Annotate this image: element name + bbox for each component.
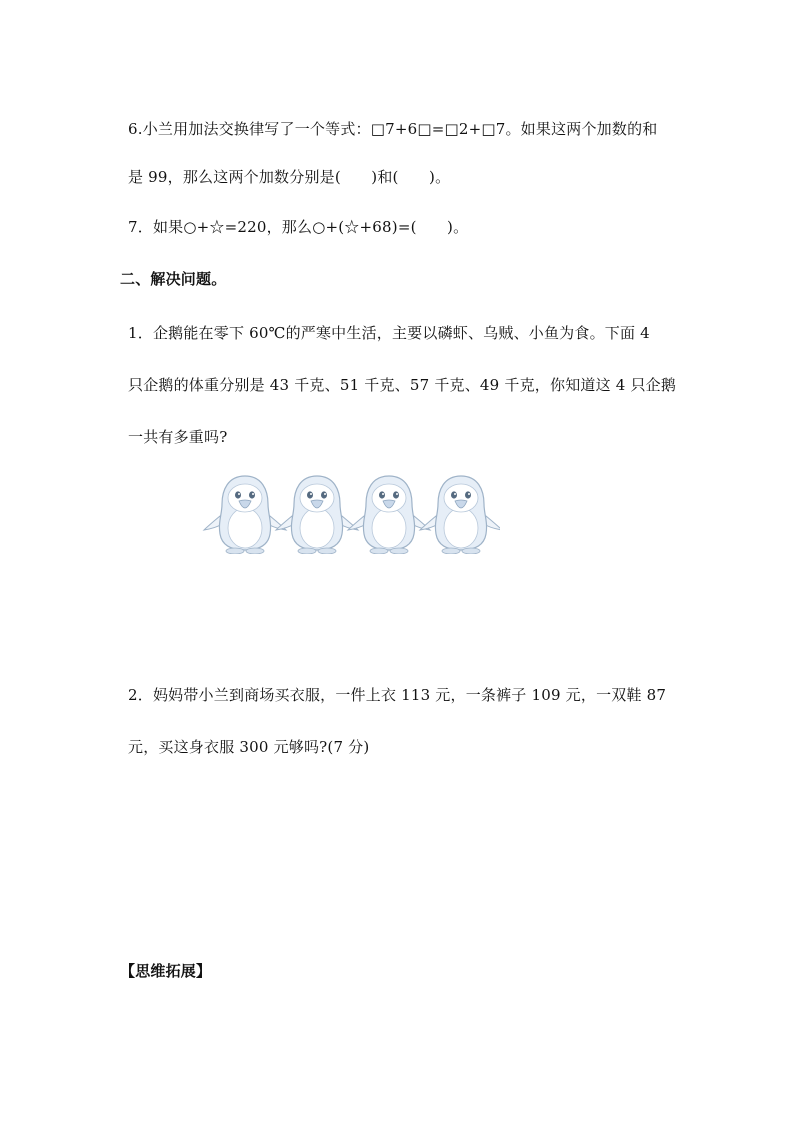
penguin-1 (204, 476, 286, 554)
penguins-illustration (200, 470, 500, 554)
penguin-2 (276, 476, 358, 554)
q6-line-2: 是 99，那么这两个加数分别是( )和( )。 (128, 168, 451, 186)
penguin-3 (348, 476, 430, 554)
problem-1-line-3: 一共有多重吗? (128, 428, 228, 446)
problem-2-line-2: 元，买这身衣服 300 元够吗?(7 分) (128, 738, 370, 756)
penguin-4 (420, 476, 500, 554)
problem-2-line-1: 2．妈妈带小兰到商场买衣服，一件上衣 113 元，一条裤子 109 元，一双鞋 87 (128, 686, 667, 704)
q7-line-1: 7．如果○+☆=220，那么○+(☆+68)=( )。 (128, 218, 469, 236)
section-heading-solve-problems: 二、解决问题。 (120, 270, 227, 288)
problem-1-line-1: 1．企鹅能在零下 60℃的严寒中生活，主要以磷虾、乌贼、小鱼为食。下面 4 (128, 324, 650, 342)
q6-line-1: 6.小兰用加法交换律写了一个等式：□7+6□=□2+□7。如果这两个加数的和 (128, 120, 658, 138)
section-heading-thinking-extension: 【思维拓展】 (120, 962, 212, 980)
problem-1-line-2: 只企鹅的体重分别是 43 千克、51 千克、57 千克、49 千克，你知道这 4 只企鹅 (128, 376, 677, 394)
